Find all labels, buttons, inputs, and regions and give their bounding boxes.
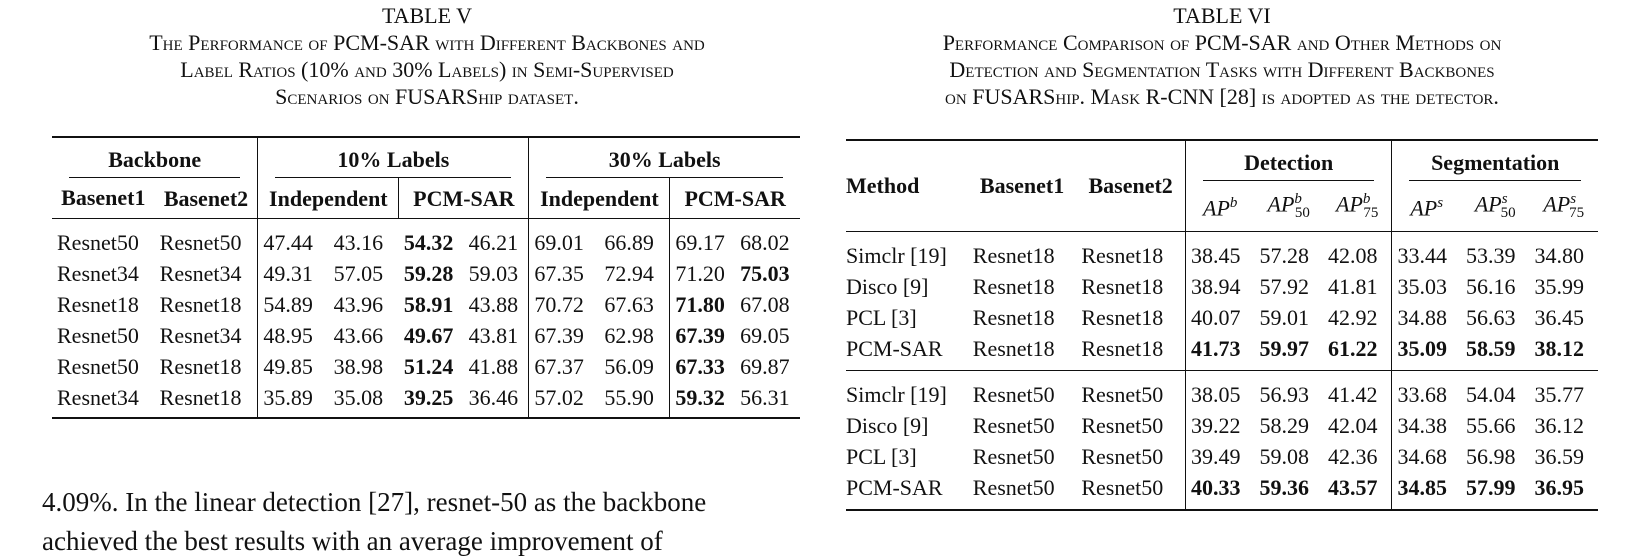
table-cell-value: 56.63: [1466, 304, 1516, 330]
metric-superscript: s: [1501, 191, 1508, 207]
metric-base: AP: [1336, 191, 1363, 217]
table-cell-value: 55.66: [1466, 412, 1516, 438]
table-cell-method: PCL [3]: [846, 304, 917, 330]
table-cell-value: 56.98: [1466, 443, 1516, 469]
table-cell-value: 34.80: [1534, 242, 1584, 268]
table-v: [52, 136, 800, 419]
table-cell-value: 57.05: [333, 261, 384, 286]
table-row: [846, 370, 1598, 410]
metric-superscript: b: [1362, 191, 1371, 207]
table-cell-value: 67.63: [599, 289, 670, 320]
table-cell-value: 56.31: [740, 385, 790, 410]
table-cell-value: 49.85: [263, 354, 313, 379]
table-cell-backbone: Resnet34: [155, 320, 258, 351]
table-cell-backbone: Resnet50: [57, 230, 139, 255]
table-cell-value: 67.08: [740, 292, 790, 317]
table-cell-value: 57.99: [1466, 474, 1516, 500]
table-cell-value: 43.88: [464, 289, 529, 320]
table-cell-backbone: Resnet50: [57, 323, 139, 348]
table-cell-value: 34.38: [1397, 412, 1447, 438]
table-vi-metric-header: [1185, 181, 1254, 231]
table-cell-backbone: Resnet50: [972, 381, 1055, 407]
table-cell-value: 48.95: [263, 323, 313, 348]
metric-subscript: 75: [1569, 204, 1585, 221]
table-cell-value: 53.39: [1466, 242, 1516, 268]
table-cell-value: 67.39: [675, 323, 725, 348]
table-cell-value: 54.89: [263, 292, 313, 317]
table-v-col-independent-10: Independent: [258, 178, 399, 219]
table-cell-method: Simclr [19]: [846, 242, 947, 268]
table-vi-col-method: Method: [846, 173, 920, 199]
table-cell-value: 34.68: [1397, 443, 1447, 469]
table-cell-value: 41.81: [1323, 271, 1392, 302]
table-vi-metric-header: [1529, 181, 1598, 231]
table-cell-value: 72.94: [599, 258, 670, 289]
table-row: [846, 271, 1598, 302]
table-cell-backbone: Resnet18: [972, 304, 1055, 330]
table-cell-backbone: Resnet18: [155, 289, 258, 320]
table-row: [846, 410, 1598, 441]
table-cell-value: 38.05: [1190, 381, 1241, 407]
table-cell-backbone: Resnet18: [972, 273, 1055, 299]
table-cell-value: 59.36: [1259, 474, 1309, 500]
table-cell-value: 39.22: [1190, 412, 1241, 438]
metric-base: AP: [1474, 191, 1502, 217]
table-cell-value: 47.44: [263, 230, 313, 255]
table-cell-value: 68.02: [740, 230, 790, 255]
table-cell-value: 54.32: [403, 230, 454, 255]
table-cell-value: 35.99: [1534, 273, 1584, 299]
table-row: [846, 441, 1598, 472]
table-cell-backbone: Resnet50: [972, 443, 1055, 469]
table-row: [846, 472, 1598, 510]
table-cell-backbone: Resnet50: [155, 219, 258, 259]
table-cell-value: 38.12: [1534, 335, 1584, 361]
table-cell-value: 59.03: [464, 258, 529, 289]
table-vi-col-basenet1: Basenet1: [979, 173, 1065, 199]
table-cell-value: 59.08: [1259, 443, 1309, 469]
table-v-label: TABLE V: [381, 3, 473, 28]
table-cell-method: PCL [3]: [846, 443, 917, 469]
table-cell-value: 42.04: [1323, 410, 1392, 441]
table-cell-backbone: Resnet50: [1076, 410, 1185, 441]
table-row: [846, 333, 1598, 371]
table-cell-value: 41.42: [1323, 370, 1392, 410]
table-vi-body-resnet18: [846, 231, 1598, 370]
table-cell-value: 56.93: [1259, 381, 1309, 407]
table-cell-value: 62.98: [599, 320, 670, 351]
table-v-col-independent-30: Independent: [529, 178, 670, 219]
table-cell-value: 34.85: [1397, 474, 1447, 500]
metric-subscript: 75: [1363, 204, 1379, 221]
table-cell-value: 42.08: [1323, 231, 1392, 271]
metric-base: AP: [1267, 191, 1295, 217]
table-cell-backbone: Resnet18: [155, 351, 258, 382]
table-vi-label: TABLE VI: [1173, 3, 1271, 28]
table-cell-backbone: Resnet50: [1076, 472, 1185, 510]
table-cell-value: 70.72: [534, 292, 584, 317]
table-cell-value: 69.87: [740, 354, 790, 379]
table-cell-value: 33.68: [1397, 381, 1447, 407]
metric-superscript: b: [1229, 195, 1238, 212]
body-text-line-1: 4.09%. In the linear detection [27], resnet-50 as the backbone: [42, 487, 707, 517]
table-cell-value: 58.29: [1259, 412, 1309, 438]
table-cell-value: 33.44: [1397, 242, 1447, 268]
table-cell-value: 71.20: [675, 261, 725, 286]
table-vi-metric-header: [1461, 181, 1529, 231]
table-cell-value: 71.80: [675, 292, 725, 317]
table-row: [52, 258, 800, 289]
table-cell-value: 40.07: [1190, 304, 1241, 330]
table-cell-value: 36.45: [1534, 304, 1584, 330]
table-cell-value: 69.17: [675, 230, 725, 255]
table-cell-value: 38.98: [333, 354, 384, 379]
metric-subscript: 50: [1500, 204, 1516, 221]
table-cell-value: 56.16: [1466, 273, 1516, 299]
table-cell-backbone: Resnet50: [972, 412, 1055, 438]
table-cell-backbone: Resnet18: [1076, 271, 1185, 302]
table-row: [52, 289, 800, 320]
table-v-body: [52, 219, 800, 419]
metric-superscript: s: [1570, 191, 1577, 207]
table-cell-backbone: Resnet50: [1076, 441, 1185, 472]
table-vi-metric-header: [1254, 181, 1322, 231]
table-cell-value: 36.59: [1534, 443, 1584, 469]
table-vi-body-resnet50: [846, 370, 1598, 510]
table-cell-value: 46.21: [464, 219, 529, 259]
metric-superscript: s: [1437, 195, 1444, 212]
table-row: [846, 302, 1598, 333]
table-v-col-basenet2: Basenet2: [155, 178, 258, 219]
table-cell-value: 38.45: [1190, 242, 1241, 268]
table-vi-group-detection: Detection: [1203, 147, 1375, 181]
table-cell-backbone: Resnet18: [972, 335, 1055, 361]
table-cell-value: 54.04: [1466, 381, 1516, 407]
table-cell-value: 67.39: [534, 323, 584, 348]
table-cell-value: 43.66: [333, 323, 384, 348]
table-cell-backbone: Resnet50: [1076, 370, 1185, 410]
table-vi-caption-line-3: on FUSARShip. Mask R-CNN [28] is adopted as the detector.: [945, 84, 1499, 109]
table-cell-value: 67.33: [675, 354, 725, 379]
table-v-caption-line-3: Scenarios on FUSARShip dataset.: [275, 84, 579, 109]
table-v-col-basenet1: Basenet1: [61, 185, 146, 210]
table-cell-value: 56.09: [599, 351, 670, 382]
table-cell-value: 61.22: [1323, 333, 1392, 371]
table-cell-value: 36.12: [1534, 412, 1584, 438]
table-cell-value: 69.05: [740, 323, 790, 348]
metric-subscript: 50: [1294, 204, 1310, 221]
table-cell-method: PCM-SAR: [846, 335, 943, 361]
table-v-group-30: 30% Labels: [546, 144, 783, 178]
table-v-caption-line-1: The Performance of PCM-SAR with Different Backbones and: [149, 30, 705, 55]
table-cell-backbone: Resnet18: [1076, 333, 1185, 371]
table-cell-value: 57.28: [1259, 242, 1309, 268]
table-cell-value: 58.91: [403, 292, 454, 317]
table-cell-value: 57.92: [1259, 273, 1309, 299]
table-cell-backbone: Resnet18: [155, 382, 258, 418]
table-cell-backbone: Resnet34: [57, 385, 139, 410]
table-cell-value: 35.09: [1397, 335, 1447, 361]
metric-base: AP: [1410, 195, 1438, 221]
table-row: [52, 219, 800, 259]
table-cell-value: 35.77: [1534, 381, 1584, 407]
table-v-col-pcmsar-10: PCM-SAR: [399, 178, 529, 219]
table-cell-value: 36.46: [464, 382, 529, 418]
table-cell-value: 51.24: [403, 354, 454, 379]
table-cell-backbone: Resnet18: [1076, 302, 1185, 333]
table-v-group-backbone: Backbone: [69, 144, 240, 178]
metric-superscript: b: [1294, 191, 1302, 207]
table-vi-metric-header: [1323, 181, 1392, 231]
table-row: [52, 382, 800, 418]
body-text-line-2: achieved the best results with an average improvement of: [42, 526, 663, 556]
table-cell-value: 41.88: [464, 351, 529, 382]
table-row: [846, 231, 1598, 271]
table-cell-value: 39.25: [403, 385, 454, 410]
table-cell-backbone: Resnet34: [57, 261, 139, 286]
table-v-group-10: 10% Labels: [275, 144, 511, 178]
table-cell-value: 42.92: [1323, 302, 1392, 333]
table-cell-value: 75.03: [740, 261, 790, 286]
table-cell-backbone: Resnet50: [972, 474, 1055, 500]
table-cell-value: 36.95: [1534, 474, 1584, 500]
table-cell-value: 59.28: [403, 261, 454, 286]
table-cell-value: 35.03: [1397, 273, 1447, 299]
table-cell-value: 58.59: [1466, 335, 1516, 361]
table-cell-backbone: Resnet18: [1076, 231, 1185, 271]
table-cell-value: 39.49: [1190, 443, 1241, 469]
table-cell-value: 66.89: [599, 219, 670, 259]
table-cell-value: 49.31: [263, 261, 313, 286]
table-cell-value: 67.35: [534, 261, 584, 286]
table-cell-value: 38.94: [1190, 273, 1241, 299]
table-cell-backbone: Resnet18: [57, 292, 139, 317]
table-row: [52, 351, 800, 382]
table-cell-value: 55.90: [599, 382, 670, 418]
table-vi-metric-header: [1392, 181, 1461, 231]
table-cell-method: Disco [9]: [846, 412, 929, 438]
table-cell-value: 43.96: [333, 292, 384, 317]
table-vi-col-basenet2: Basenet2: [1076, 140, 1185, 231]
table-vi-group-segmentation: Segmentation: [1409, 147, 1581, 181]
table-cell-method: Disco [9]: [846, 273, 929, 299]
table-cell-backbone: Resnet50: [57, 354, 139, 379]
table-v-block: [42, 0, 812, 556]
table-cell-backbone: Resnet34: [155, 258, 258, 289]
table-v-col-pcmsar-30: PCM-SAR: [684, 185, 786, 211]
table-cell-backbone: Resnet18: [972, 242, 1055, 268]
table-cell-value: 49.67: [403, 323, 454, 348]
table-vi-caption-line-2: Detection and Segmentation Tasks with Different Backbones: [949, 57, 1495, 82]
table-cell-value: 59.01: [1259, 304, 1309, 330]
table-cell-method: PCM-SAR: [846, 474, 943, 500]
metric-base: AP: [1203, 195, 1230, 221]
table-cell-value: 42.36: [1323, 441, 1392, 472]
table-cell-value: 59.32: [675, 385, 725, 410]
table-vi: [846, 139, 1598, 511]
table-cell-value: 34.88: [1397, 304, 1447, 330]
table-cell-value: 43.16: [333, 230, 384, 255]
table-cell-value: 69.01: [534, 230, 584, 255]
table-cell-value: 67.37: [534, 354, 584, 379]
table-cell-value: 43.57: [1323, 472, 1392, 510]
table-cell-value: 35.89: [263, 385, 313, 410]
metric-base: AP: [1543, 191, 1571, 217]
table-cell-value: 40.33: [1190, 474, 1241, 500]
table-cell-method: Simclr [19]: [846, 381, 947, 407]
table-cell-value: 35.08: [333, 385, 384, 410]
table-cell-value: 57.02: [534, 385, 584, 410]
table-vi-caption-line-1: Performance Comparison of PCM-SAR and Other Methods on: [942, 30, 1502, 55]
table-cell-value: 59.97: [1259, 335, 1309, 361]
table-cell-value: 43.81: [464, 320, 529, 351]
table-cell-value: 41.73: [1190, 335, 1241, 361]
table-v-caption-line-2: Label Ratios (10% and 30% Labels) in Semi-Supervised: [180, 57, 674, 82]
table-row: [52, 320, 800, 351]
table-vi-block: [846, 0, 1598, 500]
